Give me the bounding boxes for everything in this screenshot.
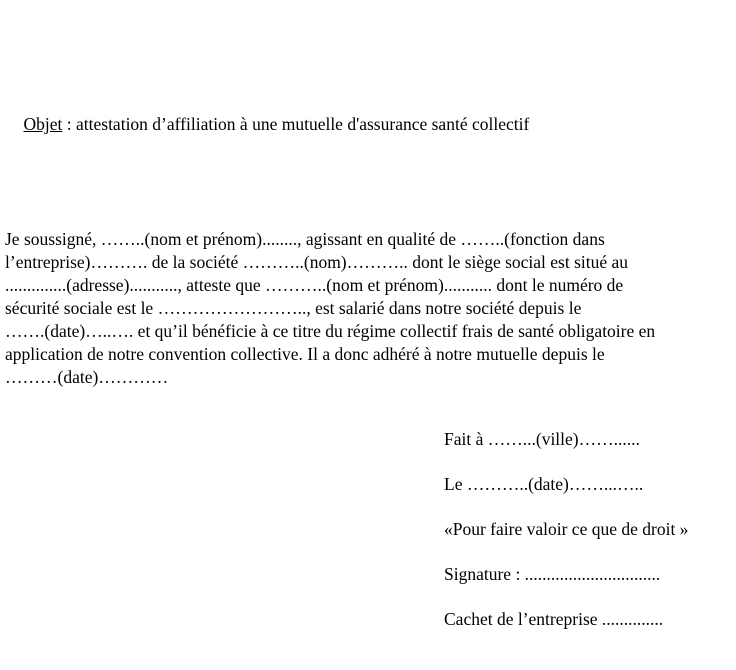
subject-label: Objet bbox=[23, 114, 63, 134]
paragraph-line: ………(date)………… bbox=[5, 367, 169, 387]
paragraph-line: ..............(adresse)..........., atteste que ………..(nom et prénom)........... dont le numéro de bbox=[5, 275, 624, 295]
paragraph-line: sécurité sociale est le …………………….., est salarié dans notre société depuis le bbox=[5, 298, 582, 318]
subject-text: : attestation d’affiliation à une mutuelle d'assurance santé collectif bbox=[62, 114, 530, 134]
paragraph-line: application de notre convention collective. Il a donc adhéré à notre mutuelle depuis le bbox=[5, 344, 605, 364]
subject-line bbox=[6, 90, 529, 159]
date-line: Le ………..(date)……...….. bbox=[444, 474, 644, 494]
legal-mention-line: «Pour faire valoir ce que de droit » bbox=[444, 519, 689, 539]
body-paragraph bbox=[5, 228, 735, 389]
paragraph-line: l’entreprise)………. de la société ………..(nom)……….. dont le siège social est situé au bbox=[5, 252, 629, 272]
paragraph-line: Je soussigné, ……..(nom et prénom)........, agissant en qualité de ……..(fonction dans bbox=[5, 229, 605, 249]
closing-block bbox=[444, 428, 688, 653]
company-stamp-line: Cachet de l’entreprise .............. bbox=[444, 609, 664, 629]
paragraph-line: …….(date)…..…. et qu’il bénéficie à ce titre du régime collectif frais de santé obligatoire en bbox=[5, 321, 656, 341]
signature-line: Signature : ............................... bbox=[444, 564, 661, 584]
place-line: Fait à ……...(ville)……...... bbox=[444, 429, 640, 449]
